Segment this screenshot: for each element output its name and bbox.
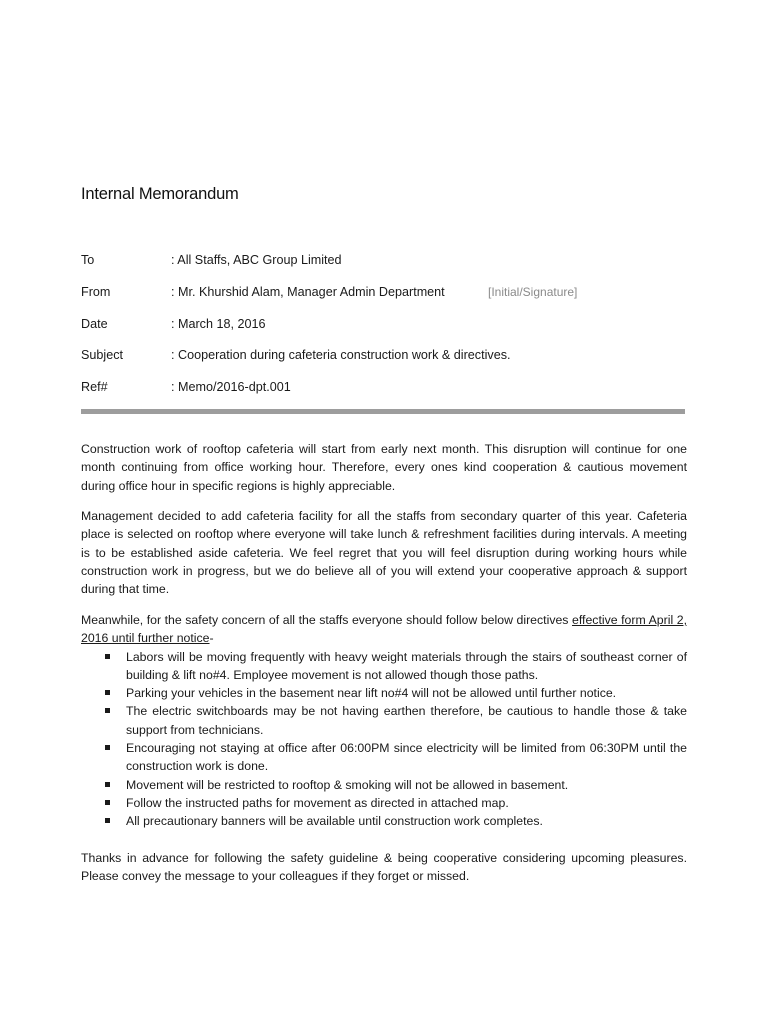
memo-title: Internal Memorandum	[81, 185, 239, 203]
header-divider	[81, 409, 685, 414]
square-bullet-icon	[105, 745, 110, 750]
directives-intro-end: -	[209, 631, 214, 646]
directive-text: All precautionary banners will be available until construction work completes.	[126, 814, 543, 829]
list-item	[81, 776, 687, 794]
signature-placeholder: [Initial/Signature]	[488, 284, 578, 299]
header-row-ref	[81, 378, 687, 410]
directive-text: Movement will be restricted to rooftop & smoking will not be allowed in basement.	[126, 777, 569, 792]
list-item	[81, 812, 687, 830]
square-bullet-icon	[105, 690, 110, 695]
square-bullet-icon	[105, 708, 110, 713]
directive-text: The electric switchboards may be not having earthen therefore, be cautious to handle those & take support from technicians.	[126, 704, 687, 737]
ref-value: : Memo/2016-dpt.001	[171, 380, 291, 395]
header-row-subject	[81, 346, 687, 378]
directive-text: Labors will be moving frequently with heavy weight materials through the stairs of southeast corner of building & lift no#4. Employee movement is not allowed though those paths.	[126, 649, 687, 682]
effective-date-underlined: effective form April 2, 2016 until further notice	[81, 612, 687, 646]
square-bullet-icon	[105, 818, 110, 823]
square-bullet-icon	[105, 782, 110, 787]
to-value: : All Staffs, ABC Group Limited	[171, 253, 342, 267]
directives-list	[81, 648, 687, 831]
paragraph: Management decided to add cafeteria facility for all the staffs from secondary quarter of this year. Cafeteria place is selected on rooftop where everyone will take lunch & refreshment facilities during intervals. A meeting is to be established aside cafeteria. We feel regret that you will feel disruption during working hours while construction work in progress, but we do believe all of you will extend your cooperative approach & support during that time.	[81, 509, 687, 597]
square-bullet-icon	[105, 800, 110, 805]
paragraph: Construction work of rooftop cafeteria will start from early next month. This disruption will continue for one month continuing from office working hour. Therefore, every ones kind cooperation & cautious movement during office hour in specific regions is highly appreciable.	[81, 442, 687, 493]
directive-text: Follow the instructed paths for movement as directed in attached map.	[126, 795, 509, 810]
date-label: Date	[81, 316, 108, 331]
list-item	[81, 684, 687, 702]
from-label: From	[81, 284, 111, 299]
list-item	[81, 648, 687, 685]
memo-header	[81, 251, 687, 410]
directives-intro	[81, 611, 687, 648]
list-item	[81, 702, 687, 739]
subject-label: Subject	[81, 348, 124, 363]
directive-text: Parking your vehicles in the basement near lift no#4 will not be allowed until further notice.	[126, 686, 617, 701]
list-item	[81, 794, 687, 812]
subject-value: : Cooperation during cafeteria construction work & directives.	[171, 348, 511, 363]
header-row-date	[81, 315, 687, 347]
from-value: : Mr. Khurshid Alam, Manager Admin Department	[171, 284, 445, 299]
list-item	[81, 739, 687, 776]
header-row-to	[81, 251, 687, 283]
header-row-from	[81, 283, 687, 315]
closing-paragraph: Thanks in advance for following the safety guideline & being cooperative considering upcoming pleasures. Please convey the message to your colleagues if they forget or missed.	[81, 851, 687, 884]
directive-text: Encouraging not staying at office after 06:00PM since electricity will be limited from 06:30PM until the construction work is done.	[126, 741, 687, 774]
memo-body	[81, 440, 687, 898]
to-label: To	[81, 253, 95, 267]
square-bullet-icon	[105, 654, 110, 659]
ref-label: Ref#	[81, 380, 108, 395]
date-value: : March 18, 2016	[171, 316, 266, 331]
directives-intro-text: Meanwhile, for the safety concern of all the staffs everyone should follow below directives	[81, 612, 573, 627]
